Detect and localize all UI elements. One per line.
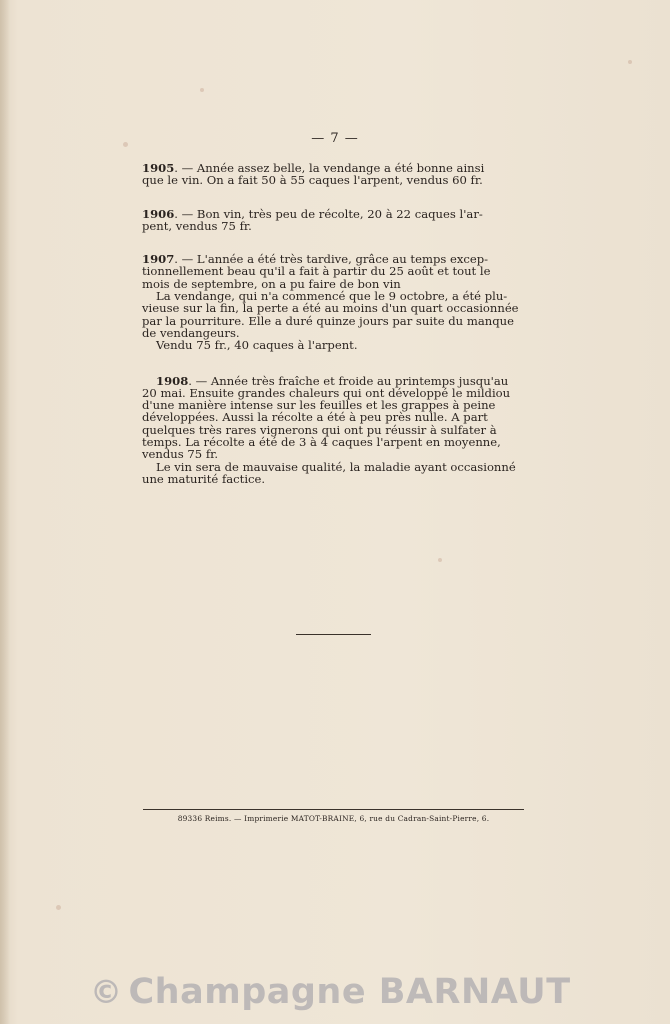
page-number: — 7 — xyxy=(311,131,359,146)
entry-line: 1907. — L'année a été très tardive, grâce au temps excep- xyxy=(142,252,489,267)
entry-line: de vendangeurs. xyxy=(142,325,240,340)
entry-1906 xyxy=(142,208,530,233)
entry-line: temps. La récolte a été de 3 à 4 caques l'arpent en moyenne, xyxy=(142,435,501,450)
entry-line: que le vin. On a fait 50 à 55 caques l'arpent, vendus 60 fr. xyxy=(142,173,483,188)
entry-line: Vendu 75 fr., 40 caques à l'arpent. xyxy=(156,338,358,353)
copyright-icon: © xyxy=(90,973,123,1011)
entry-line: vieuse sur la fin, la perte a été au moins d'un quart occasionnée xyxy=(142,301,519,316)
entry-line: développées. Aussi la récolte a été à peu près nulle. A part xyxy=(142,410,488,425)
entry-line: mois de septembre, on a pu faire de bon vin xyxy=(142,276,401,291)
entry-year: 1906 xyxy=(142,206,175,221)
entry-line: vendus 75 fr. xyxy=(142,447,219,462)
entry-line: 1908. — Année très fraîche et froide au printemps jusqu'au xyxy=(156,373,509,388)
entry-line: 1905. — Année assez belle, la vendange a été bonne ainsi xyxy=(142,161,485,175)
entry-line: par la pourriture. Elle a duré quinze jours par suite du manque xyxy=(142,313,514,328)
page-edge-shadow xyxy=(0,0,10,1024)
footer-rule xyxy=(143,809,524,810)
entry-line: La vendange, qui n'a commencé que le 9 octobre, a été plu- xyxy=(156,289,508,304)
printer-imprint: 89336 Reims. — Imprimerie MATOT-BRAINE, 6, rue du Cadran-Saint-Pierre, 6. xyxy=(177,814,490,823)
watermark-text: Champagne BARNAUT xyxy=(128,972,571,1012)
entry-line: 1906. — Bon vin, très peu de récolte, 20 à 22 caques l'ar- xyxy=(142,206,483,221)
entry-line: pent, vendus 75 fr. xyxy=(142,218,252,233)
watermark-logo xyxy=(90,972,610,1012)
entry-year: 1907 xyxy=(142,252,175,267)
entry-line: 20 mai. Ensuite grandes chaleurs qui ont développé le mildiou xyxy=(142,385,511,400)
entry-1908 xyxy=(142,375,530,486)
section-divider xyxy=(296,634,371,635)
entry-line: tionnellement beau qu'il a fait à partir du 25 août et tout le xyxy=(142,264,491,279)
entry-1905 xyxy=(142,162,530,187)
paper-speck xyxy=(628,60,632,64)
entry-year: 1908 xyxy=(156,373,189,388)
paper-speck xyxy=(438,558,442,562)
entry-line: d'une manière intense sur les feuilles et les grappes à peine xyxy=(142,398,496,413)
entry-line: une maturité factice. xyxy=(142,471,266,486)
body-text xyxy=(142,162,530,506)
paper-speck xyxy=(56,905,61,910)
entry-1907 xyxy=(142,253,530,351)
entry-line: Le vin sera de mauvaise qualité, la maladie ayant occasionné xyxy=(156,459,516,474)
paper-speck xyxy=(200,88,204,92)
entry-year: 1905 xyxy=(142,161,175,175)
entry-line: quelques très rares vignerons qui ont pu réussir à sulfater à xyxy=(142,422,497,437)
paragraph-gap xyxy=(142,352,530,375)
